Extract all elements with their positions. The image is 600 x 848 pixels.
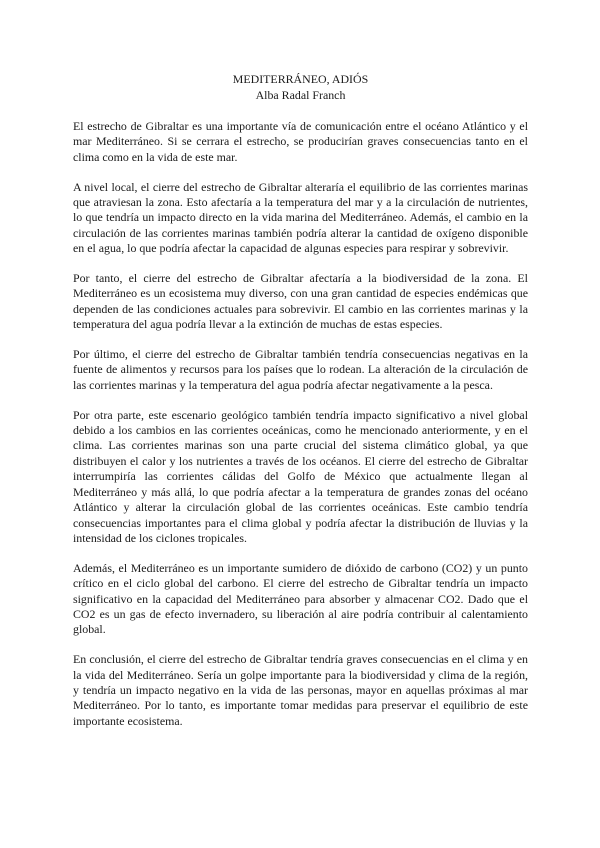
paragraph-biodiversity: Por tanto, el cierre del estrecho de Gibraltar afectaría a la biodiversidad de la zona. El Mediterráneo es un ecosistema muy diverso, con una gran cantidad de especies endémicas que dependen de las condiciones actuales para sobrevivir. El cambio en las corrientes marinas y la temperatura del agua podría llevar a la extinción de muchas de estas especies. [73,271,528,332]
document-title: MEDITERRÁNEO, ADIÓS [232,72,369,86]
paragraph-conclusion: En conclusión, el cierre del estrecho de Gibraltar tendría graves consecuencias en el clima y en la vida del Mediterráneo. Sería un golpe importante para la biodiversidad y clima de la región, y tendría un impacto negativo en la vida de las personas, mayor en aquellas próximas al mar Mediterráneo. Por lo tanto, es importante tomar medidas para preservar el equilibrio de este importante ecosistema. [73,652,528,728]
paragraph-food-resources: Por último, el cierre del estrecho de Gibraltar también tendría consecuencias negativas en la fuente de alimentos y recursos para los países que lo rodean. La alteración de la circulación de las corrientes marinas y la temperatura del agua podría afectar negativamente a la pesca. [73,347,528,392]
paragraph-carbon-sink: Además, el Mediterráneo es un importante sumidero de dióxido de carbono (CO2) y un punto crítico en el ciclo global del carbono. El cierre del estrecho de Gibraltar tendría un impacto significativo en la capacidad del Mediterráneo para absorber y almacenar CO2. Dado que el CO2 es un gas de efecto invernadero, su liberación al aire podría contribuir al calentamiento global. [73,560,528,637]
paragraph-intro: El estrecho de Gibraltar es una importante vía de comunicación entre el océano Atlántico y el mar Mediterráneo. Si se cerrara el estrecho, se producirían graves consecuencias tanto en el clima como en la vida de este mar. [73,119,528,164]
title-block [73,71,528,103]
paragraph-global-effects: Por otra parte, este escenario geológico también tendría impacto significativo a nivel global debido a los cambios en las corrientes oceánicas, como he mencionado anteriormente, y en el clima. Las corrientes marinas son una parte crucial del sistema climático global, ya que distribuyen el calor y los nutrientes a través de los océanos. El cierre del estrecho de Gibraltar interrumpiría las corrientes cálidas del Golfo de México que actualmente llegan al Mediterráneo y más allá, lo que podría afectar a la temperatura de grandes zonas del océano Atlántico y alterar la circulación global de las corrientes oceánicas. Este cambio tendría consecuencias importantes para el clima global y podría afectar la distribución de lluvias y la intensidad de los ciclones tropicales. [73,407,528,545]
document-author: Alba Radal Franch [255,88,346,102]
paragraph-local-effects: A nivel local, el cierre del estrecho de Gibraltar alteraría el equilibrio de las corrientes marinas que atraviesan la zona. Esto afectaría a la temperatura del mar y a la circulación de nutrientes, lo que tendría un impacto directo en la vida marina del Mediterráneo. Además, el cambio en la circulación de las corrientes marinas también podría alterar la cantidad de oxígeno disponible en el agua, lo que podría afectar la capacidad de algunas especies para respirar y sobrevivir. [73,179,528,256]
document-page [73,71,528,744]
